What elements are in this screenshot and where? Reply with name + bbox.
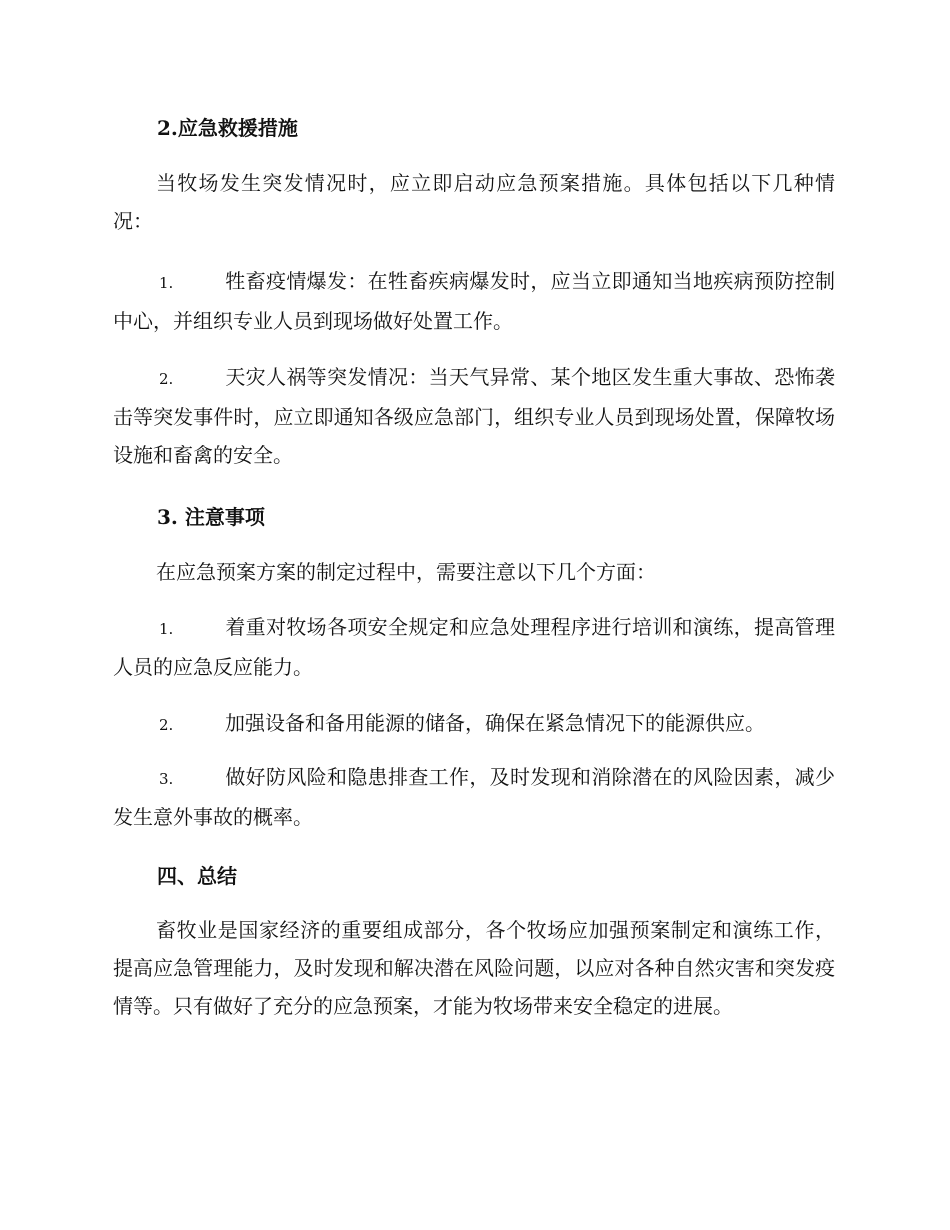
list-number: 2. [159, 370, 174, 388]
list-number: 2. [159, 716, 174, 734]
section2-heading: 2.应急救援措施 [157, 116, 298, 140]
section4-heading: 四、总结 [157, 864, 237, 888]
section3-intro: 在应急预案方案的制定过程中，需要注意以下几个方面： [156, 560, 656, 584]
list-number: 3. [159, 770, 174, 788]
section4-body: 畜牧业是国家经济的重要组成部分，各个牧场应加强预案制定和演练工作，提高应急管理能力，及时发现和解决潜在风险问题，以应对各种自然灾害和突发疫情等。只有做好了充分的应急预案，才能为牧场带来安全稳定的进展。 [113, 918, 835, 1018]
list-item-text: 牲畜疫情爆发：在牲畜疾病爆发时，应当立即通知当地疾病预防控制中心，并组织专业人员到现场做好处置工作。 [113, 269, 835, 333]
section2-item-2 [113, 358, 835, 474]
list-number: 1. [159, 620, 174, 638]
section3-item-3 [113, 758, 835, 836]
list-item-text: 做好防风险和隐患排查工作，及时发现和消除潜在的风险因素，减少发生意外事故的概率。 [113, 765, 835, 829]
section2-item-1 [113, 262, 835, 340]
list-item-text: 加强设备和备用能源的储备，确保在紧急情况下的能源供应。 [225, 711, 765, 735]
list-item-text: 着重对牧场各项安全规定和应急处理程序进行培训和演练，提高管理人员的应急反应能力。 [113, 615, 835, 679]
section2-intro: 当牧场发生突发情况时，应立即启动应急预案措施。具体包括以下几种情况： [113, 171, 835, 233]
list-number: 1. [159, 274, 174, 292]
list-item-text: 天灾人祸等突发情况：当天气异常、某个地区发生重大事故、恐怖袭击等突发事件时，应立即通知各级应急部门，组织专业人员到现场处置，保障牧场设施和畜禽的安全。 [113, 365, 835, 467]
section3-item-1 [113, 608, 835, 686]
section3-item-2 [113, 704, 835, 744]
section3-heading: 3. 注意事项 [157, 505, 265, 529]
